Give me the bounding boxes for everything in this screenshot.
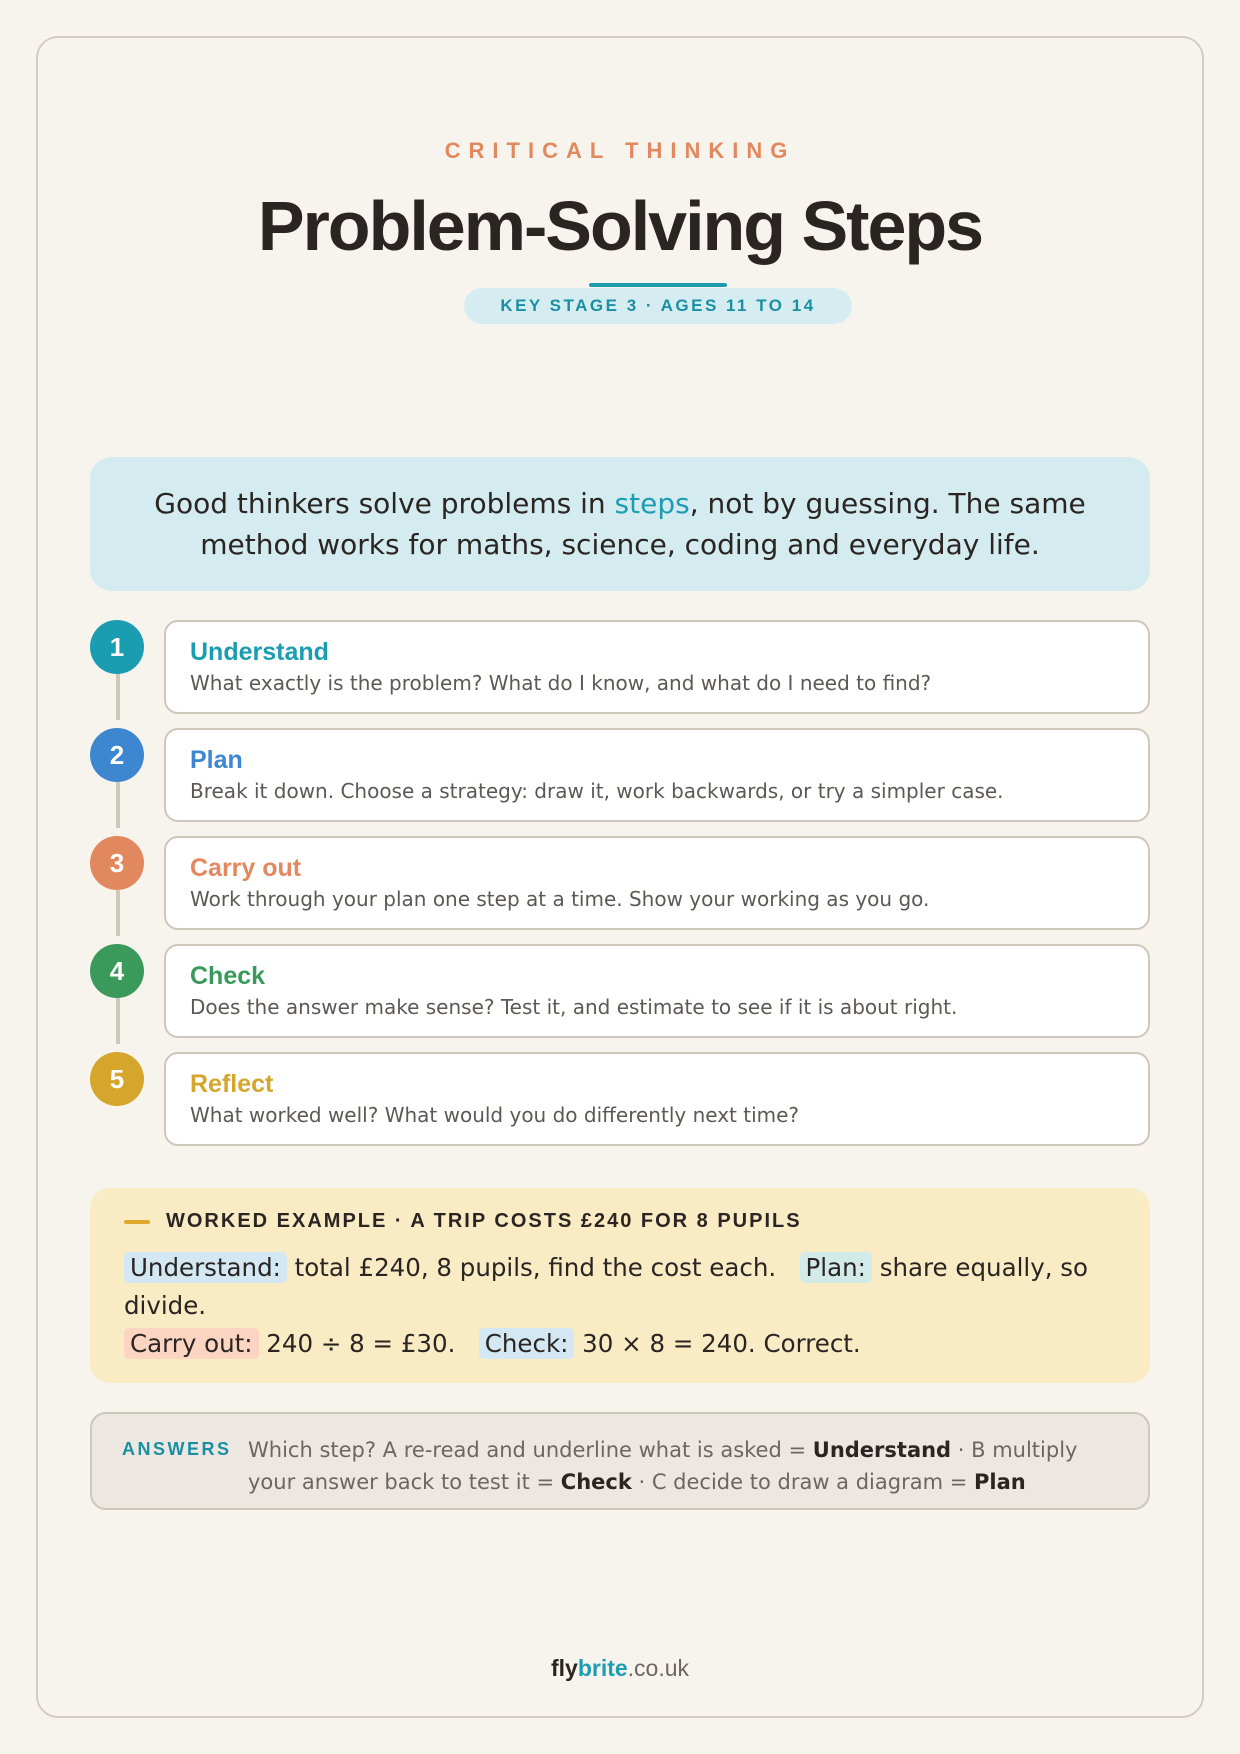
step-description: Does the answer make sense? Test it, and estimate to see if it is about right. xyxy=(190,995,958,1019)
answer-a: Understand xyxy=(812,1438,952,1462)
intro-text-before: Good thinkers solve problems in xyxy=(154,487,615,520)
stage-badge: KEY STAGE 3 · AGES 11 TO 14 xyxy=(464,288,852,324)
step-number-badge: 5 xyxy=(90,1052,144,1106)
check-text: 30 × 8 = 240. Correct. xyxy=(574,1329,861,1358)
check-tag: Check: xyxy=(479,1328,575,1359)
plan-tag: Plan: xyxy=(800,1252,872,1283)
step-title: Carry out xyxy=(190,854,302,882)
step-description: What exactly is the problem? What do I know, and what do I need to find? xyxy=(190,671,932,695)
understand-tag: Understand: xyxy=(124,1252,287,1283)
intro-panel xyxy=(90,457,1150,591)
answers-label: ANSWERS xyxy=(122,1439,232,1459)
answer-b: Check xyxy=(560,1470,632,1494)
step-number-badge: 3 xyxy=(90,836,144,890)
step-card xyxy=(164,1052,1150,1146)
worked-example-heading xyxy=(124,1210,1116,1233)
worked-example-label: WORKED EXAMPLE · A TRIP COSTS £240 FOR 8 PUPILS xyxy=(166,1210,802,1232)
step-card xyxy=(164,944,1150,1038)
carry-out-text: 240 ÷ 8 = £30. xyxy=(258,1329,464,1358)
intro-highlight: steps xyxy=(614,487,690,520)
intro-text xyxy=(140,483,1100,565)
worked-example-body xyxy=(124,1249,1116,1363)
step-number-badge: 4 xyxy=(90,944,144,998)
step-description: Work through your plan one step at a time. Show your working as you go. xyxy=(190,887,930,911)
step-card xyxy=(164,728,1150,822)
answers-text xyxy=(248,1434,1128,1498)
page-title: Problem-Solving Steps xyxy=(257,187,983,265)
step-description: What worked well? What would you do differently next time? xyxy=(190,1103,800,1127)
title-underline xyxy=(589,283,727,287)
step-title: Reflect xyxy=(190,1070,274,1098)
step-item-carry-out xyxy=(90,836,1150,930)
step-item-check xyxy=(90,944,1150,1038)
worked-example-panel xyxy=(90,1188,1150,1383)
step-title: Understand xyxy=(190,638,329,666)
step-item-reflect xyxy=(90,1052,1150,1146)
step-number-badge: 2 xyxy=(90,728,144,782)
step-description: Break it down. Choose a strategy: draw it, work backwards, or try a simpler case. xyxy=(190,779,1004,803)
step-number-badge: 1 xyxy=(90,620,144,674)
brand-brite: brite xyxy=(577,1655,628,1681)
step-title: Plan xyxy=(190,746,243,774)
understand-text: total £240, 8 pupils, find the cost each. xyxy=(286,1253,784,1282)
intro-text-after: , not by guessing. The same method works for maths, science, coding and everyday life. xyxy=(200,487,1086,561)
step-card xyxy=(164,836,1150,930)
eyebrow-label: CRITICAL THINKING xyxy=(444,138,796,163)
step-card xyxy=(164,620,1150,714)
step-item-plan xyxy=(90,728,1150,822)
answers-b-text: · B multiply your answer back to test it = xyxy=(248,1438,1078,1494)
answers-intro: Which step? A re-read and underline what is asked = xyxy=(248,1438,813,1462)
brand-fly: fly xyxy=(550,1655,578,1681)
footer-brand xyxy=(0,1655,1240,1682)
answers-c-text: · C decide to draw a diagram = xyxy=(631,1470,974,1494)
dash-icon xyxy=(124,1220,150,1224)
plan-text: share equally, so divide. xyxy=(124,1253,1089,1320)
brand-domain: .co.uk xyxy=(627,1655,690,1681)
step-title: Check xyxy=(190,962,266,990)
step-item-understand xyxy=(90,620,1150,714)
answers-panel xyxy=(90,1412,1150,1510)
answer-c: Plan xyxy=(974,1470,1026,1494)
carry-out-tag: Carry out: xyxy=(124,1328,259,1359)
